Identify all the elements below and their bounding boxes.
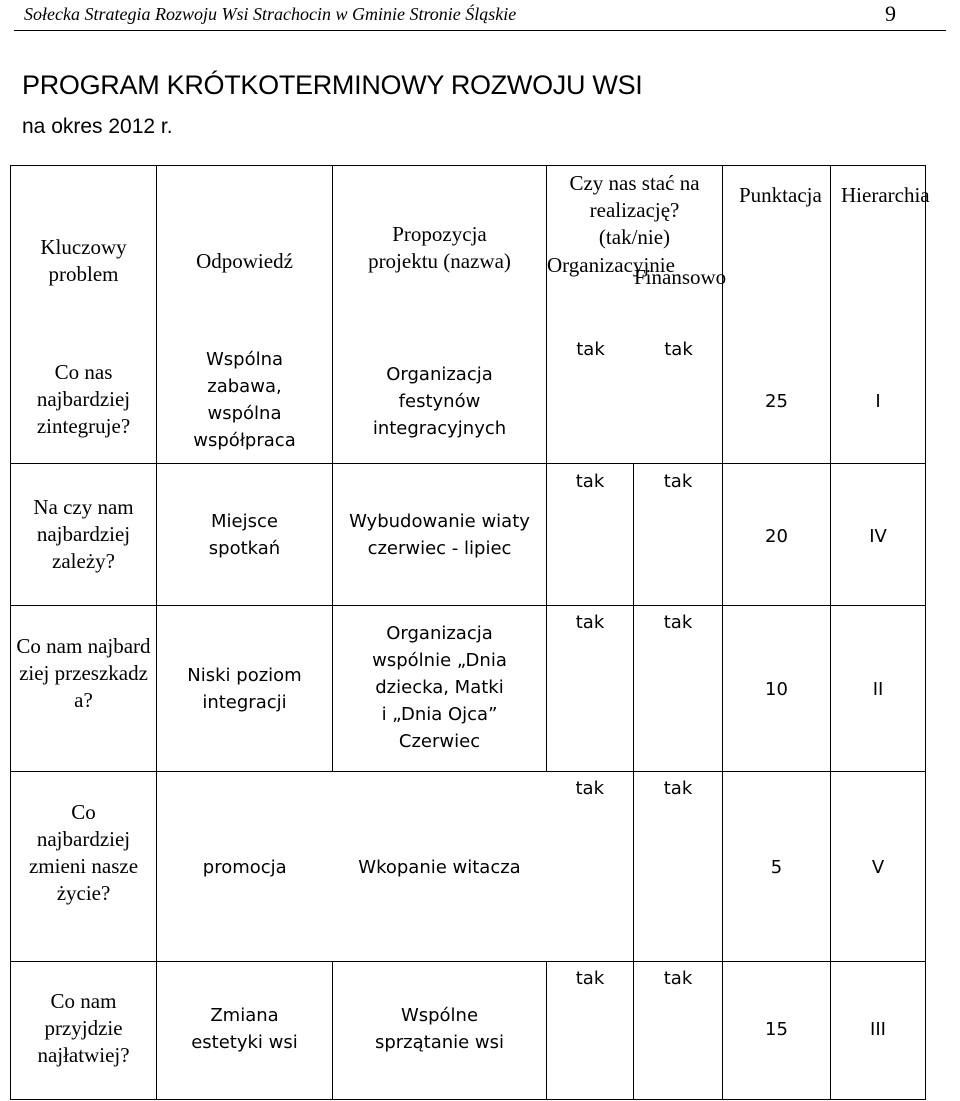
header-answer: Odpowiedź	[196, 249, 293, 273]
table-row	[11, 464, 926, 606]
header-problem: Kluczowy problem	[40, 235, 127, 286]
cell-project	[333, 464, 547, 606]
row4-financial: tak	[663, 778, 693, 799]
cell-score	[723, 166, 831, 464]
row3-project: Organizacja wspólnie „Dnia dziecka, Matki i „Dnia Ojca” Czerwiec	[372, 623, 507, 752]
row1-problem: Co nas najbardziej zintegruje?	[36, 360, 131, 438]
header-project: Propozycja projektu (nazwa)	[368, 222, 511, 273]
cell-hierarchy	[831, 464, 926, 606]
header-feasibility: Czy nas stać na realizację? (tak/nie)	[569, 171, 700, 249]
row2-answer: Miejsce spotkań	[208, 511, 281, 559]
row4-project: Wkopanie witacza	[358, 857, 521, 878]
row2-organizational: tak	[575, 471, 605, 492]
cell-score	[723, 772, 831, 962]
page-title: PROGRAM KRÓTKOTERMINOWY ROZWOJU WSI	[22, 70, 643, 100]
row5-organizational: tak	[575, 968, 605, 989]
row5-score: 15	[765, 1019, 788, 1040]
row3-hierarchy: II	[872, 679, 884, 700]
row2-project: Wybudowanie wiaty czerwiec - lipiec	[349, 511, 530, 559]
cell-organizational	[547, 606, 634, 772]
page-header	[14, 0, 946, 31]
row1-project: Organizacja festynów integracyjnych	[372, 364, 507, 439]
cell-feasibility	[547, 166, 727, 464]
cell-project	[333, 772, 547, 962]
header-financial: Finansowo	[634, 265, 727, 289]
cell-problem	[11, 606, 157, 772]
cell-project	[333, 606, 547, 772]
row4-answer: promocja	[202, 857, 287, 878]
row5-project: Wspólne sprzątanie wsi	[374, 1005, 505, 1053]
row1-hierarchy: I	[875, 391, 881, 412]
table-row	[11, 772, 926, 962]
row5-hierarchy: III	[870, 1019, 886, 1040]
cell-organizational	[547, 772, 634, 962]
table-row	[11, 962, 926, 1100]
cell-score	[723, 464, 831, 606]
row3-problem: Co nam najbardziej przeszkadza?	[16, 634, 151, 712]
row2-score: 20	[765, 526, 788, 547]
program-table	[10, 165, 930, 1100]
cell-hierarchy	[831, 166, 930, 464]
row3-financial: tak	[663, 612, 693, 633]
cell-hierarchy	[831, 962, 926, 1100]
cell-answer	[157, 606, 333, 772]
row3-answer: Niski poziom integracji	[187, 665, 302, 713]
header-score: Punktacja	[739, 183, 822, 207]
row5-problem: Co nam przyjdzie najłatwiej?	[37, 989, 130, 1067]
cell-answer	[157, 772, 333, 962]
cell-answer	[157, 464, 333, 606]
cell-score	[723, 962, 831, 1100]
row5-financial: tak	[663, 968, 693, 989]
header-organizational: Organizacyjnie	[547, 253, 675, 277]
row1-organizational: tak	[576, 339, 605, 360]
cell-financial	[634, 464, 723, 606]
table-row	[11, 606, 926, 772]
row4-hierarchy: V	[871, 857, 885, 878]
cell-hierarchy	[831, 606, 926, 772]
cell-problem	[11, 962, 157, 1100]
cell-answer	[157, 166, 333, 464]
cell-score	[723, 606, 831, 772]
row3-score: 10	[765, 679, 788, 700]
row5-answer: Zmiana estetyki wsi	[191, 1005, 298, 1053]
cell-problem	[11, 772, 157, 962]
row3-organizational: tak	[575, 612, 605, 633]
cell-problem	[11, 464, 157, 606]
cell-organizational	[547, 962, 634, 1100]
row4-problem: Co najbardziej zmieni nasze życie?	[28, 800, 139, 905]
row2-financial: tak	[663, 471, 693, 492]
row2-problem: Na czy nam najbardziej zależy?	[33, 495, 134, 573]
row4-organizational: tak	[575, 778, 604, 799]
row2-hierarchy: IV	[869, 526, 887, 547]
cell-financial	[634, 772, 723, 962]
row1-financial: tak	[664, 339, 693, 360]
page-subtitle: na okres 2012 r.	[22, 115, 173, 138]
row4-score: 5	[770, 857, 783, 878]
page-number: 9	[885, 1, 896, 26]
cell-project	[333, 962, 547, 1100]
cell-financial	[634, 606, 723, 772]
row1-score: 25	[765, 391, 788, 412]
cell-hierarchy	[831, 772, 926, 962]
cell-answer	[157, 962, 333, 1100]
row1-answer: Wspólna zabawa, wspólna współpraca	[193, 349, 296, 451]
cell-financial	[634, 962, 723, 1100]
cell-problem-header	[11, 166, 157, 464]
header-hierarchy: Hierarchia	[841, 183, 930, 207]
document-title-header: Sołecka Strategia Rozwoju Wsi Strachocin w Gminie Stronie Śląskie	[24, 4, 517, 24]
cell-project	[333, 166, 547, 464]
table-row	[11, 166, 926, 464]
cell-organizational	[547, 464, 634, 606]
